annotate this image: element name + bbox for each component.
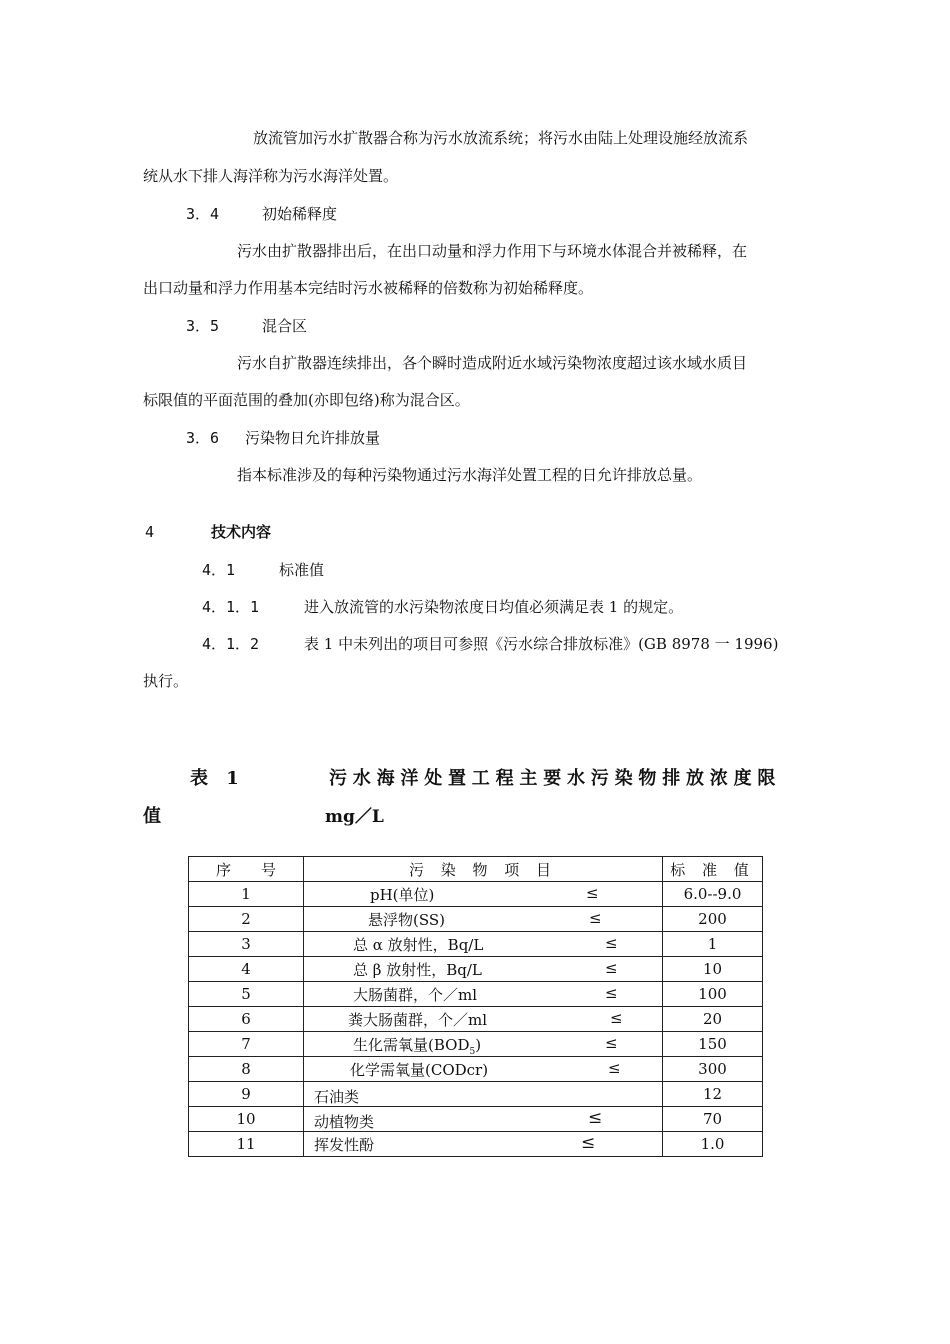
pollutant-cell — [304, 982, 663, 1007]
table-row — [189, 1107, 763, 1132]
row-number: 9 — [189, 1082, 304, 1107]
paragraph-line: 执行。 — [143, 672, 189, 690]
standard-value: 1 — [663, 932, 763, 957]
row-number: 6 — [189, 1007, 304, 1032]
paragraph-line: 表 1 中未列出的项目可参照《污水综合排放标准》(GB 8978 一 1996) — [304, 635, 779, 653]
table-row — [189, 1082, 763, 1107]
row-number: 5 — [189, 982, 304, 1007]
row-number: 2 — [189, 907, 304, 932]
less-equal-sign: ≤ — [608, 1059, 621, 1077]
pollutant-name: 总 α 放射性，Bq/L — [353, 936, 484, 954]
paragraph-line: 统从水下排人海洋称为污水海洋处置。 — [143, 167, 399, 185]
header-pollutant: 污 染 物 项 目 — [304, 857, 663, 882]
pollutant-cell — [304, 1007, 663, 1032]
pollutant-name-end: ) — [475, 1036, 482, 1054]
row-number: 4 — [189, 957, 304, 982]
less-equal-sign: ≤ — [605, 1034, 618, 1052]
header-serial: 序 号 — [189, 857, 304, 882]
table-label: 表 1 — [190, 768, 245, 789]
section-title: 标准值 — [279, 561, 325, 579]
row-number: 3 — [189, 932, 304, 957]
standard-value: 200 — [663, 907, 763, 932]
pollutant-name: 大肠菌群，个／ml — [353, 986, 478, 1004]
paragraph-line: 出口动量和浮力作用基本完结时污水被稀释的倍数称为初始稀释度。 — [143, 279, 594, 297]
section-number: 3．5 — [186, 317, 220, 335]
section-title: 污染物日允许排放量 — [245, 429, 381, 447]
less-equal-sign: ≤ — [589, 909, 602, 927]
row-number: 10 — [189, 1107, 304, 1132]
section-number: 4．1．1 — [202, 598, 260, 616]
table-row — [189, 1032, 763, 1057]
chapter-title: 技术内容 — [211, 523, 272, 541]
standard-value: 300 — [663, 1057, 763, 1082]
pollutant-name: 挥发性酚 — [314, 1136, 375, 1154]
table-header-row — [189, 857, 763, 882]
paragraph-line: 指本标准涉及的每种污染物通过污水海洋处置工程的日允许排放总量。 — [237, 466, 703, 484]
pollutant-name: 石油类 — [314, 1088, 360, 1106]
table-unit: mg／L — [325, 807, 384, 827]
less-equal-sign: ≤ — [605, 934, 618, 952]
pollutant-cell — [304, 907, 663, 932]
row-number: 8 — [189, 1057, 304, 1082]
standard-value: 20 — [663, 1007, 763, 1032]
table-row — [189, 957, 763, 982]
paragraph-line: 进入放流管的水污染物浓度日均值必须满足表 1 的规定。 — [304, 598, 684, 616]
section-number: 3．6 — [186, 429, 220, 447]
pollutant-name: 总 β 放射性，Bq/L — [353, 961, 482, 979]
less-equal-sign: ≤ — [610, 1009, 623, 1027]
standard-value: 10 — [663, 957, 763, 982]
header-standard-value: 标 准 值 — [663, 857, 763, 882]
pollutant-name — [353, 1034, 481, 1057]
pollutant-name: pH(单位) — [370, 886, 435, 904]
row-number: 1 — [189, 882, 304, 907]
table-row — [189, 1132, 763, 1157]
pollutant-cell — [304, 1032, 663, 1057]
paragraph-line: 污水自扩散器连续排出，各个瞬时造成附近水域污染物浓度超过该水域水质目 — [237, 354, 748, 372]
pollutant-cell — [304, 882, 663, 907]
pollutant-cell — [304, 932, 663, 957]
standard-value: 70 — [663, 1107, 763, 1132]
chapter-number: 4 — [145, 523, 155, 541]
section-number: 4．1．2 — [202, 635, 260, 653]
section-title: 混合区 — [262, 317, 308, 335]
pollutant-name: 粪大肠菌群，个／ml — [348, 1011, 488, 1029]
section-number: 3．4 — [186, 205, 220, 223]
table-row — [189, 882, 763, 907]
table-row — [189, 1057, 763, 1082]
paragraph-line: 标限值的平面范围的叠加(亦即包络)称为混合区。 — [143, 391, 470, 409]
less-equal-sign: ≤ — [581, 1133, 596, 1153]
less-equal-sign: ≤ — [586, 884, 599, 902]
pollutant-cell — [304, 957, 663, 982]
standard-value: 12 — [663, 1082, 763, 1107]
table-row — [189, 907, 763, 932]
paragraph-line: 污水由扩散器排出后，在出口动量和浮力作用下与环境水体混合并被稀释，在 — [237, 242, 748, 260]
pollutant-name: 化学需氧量(CODcr) — [350, 1061, 489, 1079]
standard-value: 1.0 — [663, 1132, 763, 1157]
less-equal-sign: ≤ — [588, 1108, 603, 1128]
standard-value: 100 — [663, 982, 763, 1007]
table-row — [189, 1007, 763, 1032]
pollutant-cell — [304, 1057, 663, 1082]
row-number: 11 — [189, 1132, 304, 1157]
table-row — [189, 982, 763, 1007]
pollutant-subscript: 5 — [469, 1047, 476, 1057]
less-equal-sign: ≤ — [605, 959, 618, 977]
standards-table — [188, 856, 763, 1157]
pollutant-name-text: 生化需氧量(BOD — [353, 1036, 470, 1054]
standard-value: 150 — [663, 1032, 763, 1057]
row-number: 7 — [189, 1032, 304, 1057]
table-row — [189, 932, 763, 957]
less-equal-sign: ≤ — [605, 984, 618, 1002]
pollutant-name: 动植物类 — [314, 1113, 375, 1131]
pollutant-name: 悬浮物(SS) — [368, 911, 445, 929]
pollutant-cell — [304, 1132, 663, 1157]
table-title-continuation: 值 — [143, 806, 161, 827]
section-title: 初始稀释度 — [262, 205, 338, 223]
section-number: 4．1 — [202, 561, 236, 579]
paragraph-line: 放流管加污水扩散器合称为污水放流系统；将污水由陆上处理设施经放流系 — [253, 129, 749, 147]
table-title: 污水海洋处置工程主要水污染物排放浓度限 — [329, 768, 782, 789]
standard-value: 6.0--9.0 — [663, 882, 763, 907]
